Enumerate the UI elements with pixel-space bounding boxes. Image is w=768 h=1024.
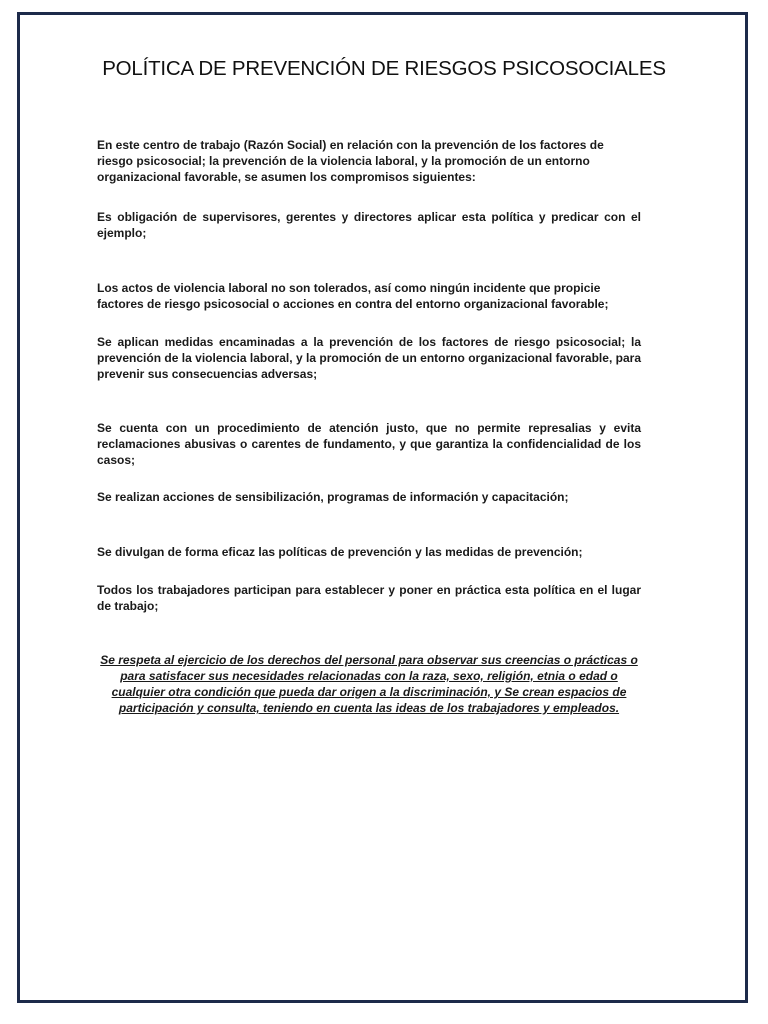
intro-paragraph: En este centro de trabajo (Razón Social) en relación con la prevención de los factores de riesgo psicosocial; la prevención de la violencia laboral, y la promoción de un entorno organizacional favorable, se asumen los compromisos siguientes: — [97, 138, 604, 184]
commitment-5: Se realizan acciones de sensibilización, programas de información y capacitación; — [97, 490, 569, 504]
commitment-6: Se divulgan de forma eficaz las políticas de prevención y las medidas de prevención; — [97, 545, 583, 559]
commitment-1: Es obligación de supervisores, gerentes y directores aplicar esta política y predicar con el ejemplo; — [97, 210, 641, 240]
commitment-4: Se cuenta con un procedimiento de atención justo, que no permite represalias y evita reclamaciones abusivas o carentes de fundamento, y que garantiza la confidencialidad de los casos; — [97, 421, 641, 467]
commitment-2: Los actos de violencia laboral no son tolerados, así como ningún incidente que propicie factores de riesgo psicosocial o acciones en contra del entorno organizacional favorable; — [97, 281, 609, 311]
document-title: POLÍTICA DE PREVENCIÓN DE RIESGOS PSICOSOCIALES — [102, 57, 666, 80]
commitment-3: Se aplican medidas encaminadas a la prevención de los factores de riesgo psicosocial; la prevención de la violencia laboral, y la promoción de un entorno organizacional favorable, para prevenir sus consecuencias adversas; — [97, 335, 641, 381]
commitment-7: Todos los trabajadores participan para establecer y poner en práctica esta política en el lugar de trabajo; — [97, 583, 641, 613]
closing-statement: Se respeta al ejercicio de los derechos del personal para observar sus creencias o prácticas o para satisfacer sus necesidades relacionadas con la raza, sexo, religión, etnia o edad o cualquier otra condición que pueda dar origen a la discriminación, y Se crean espacios de participación y consulta, teniendo en cuenta las ideas de los trabajadores y empleados. — [100, 653, 638, 715]
